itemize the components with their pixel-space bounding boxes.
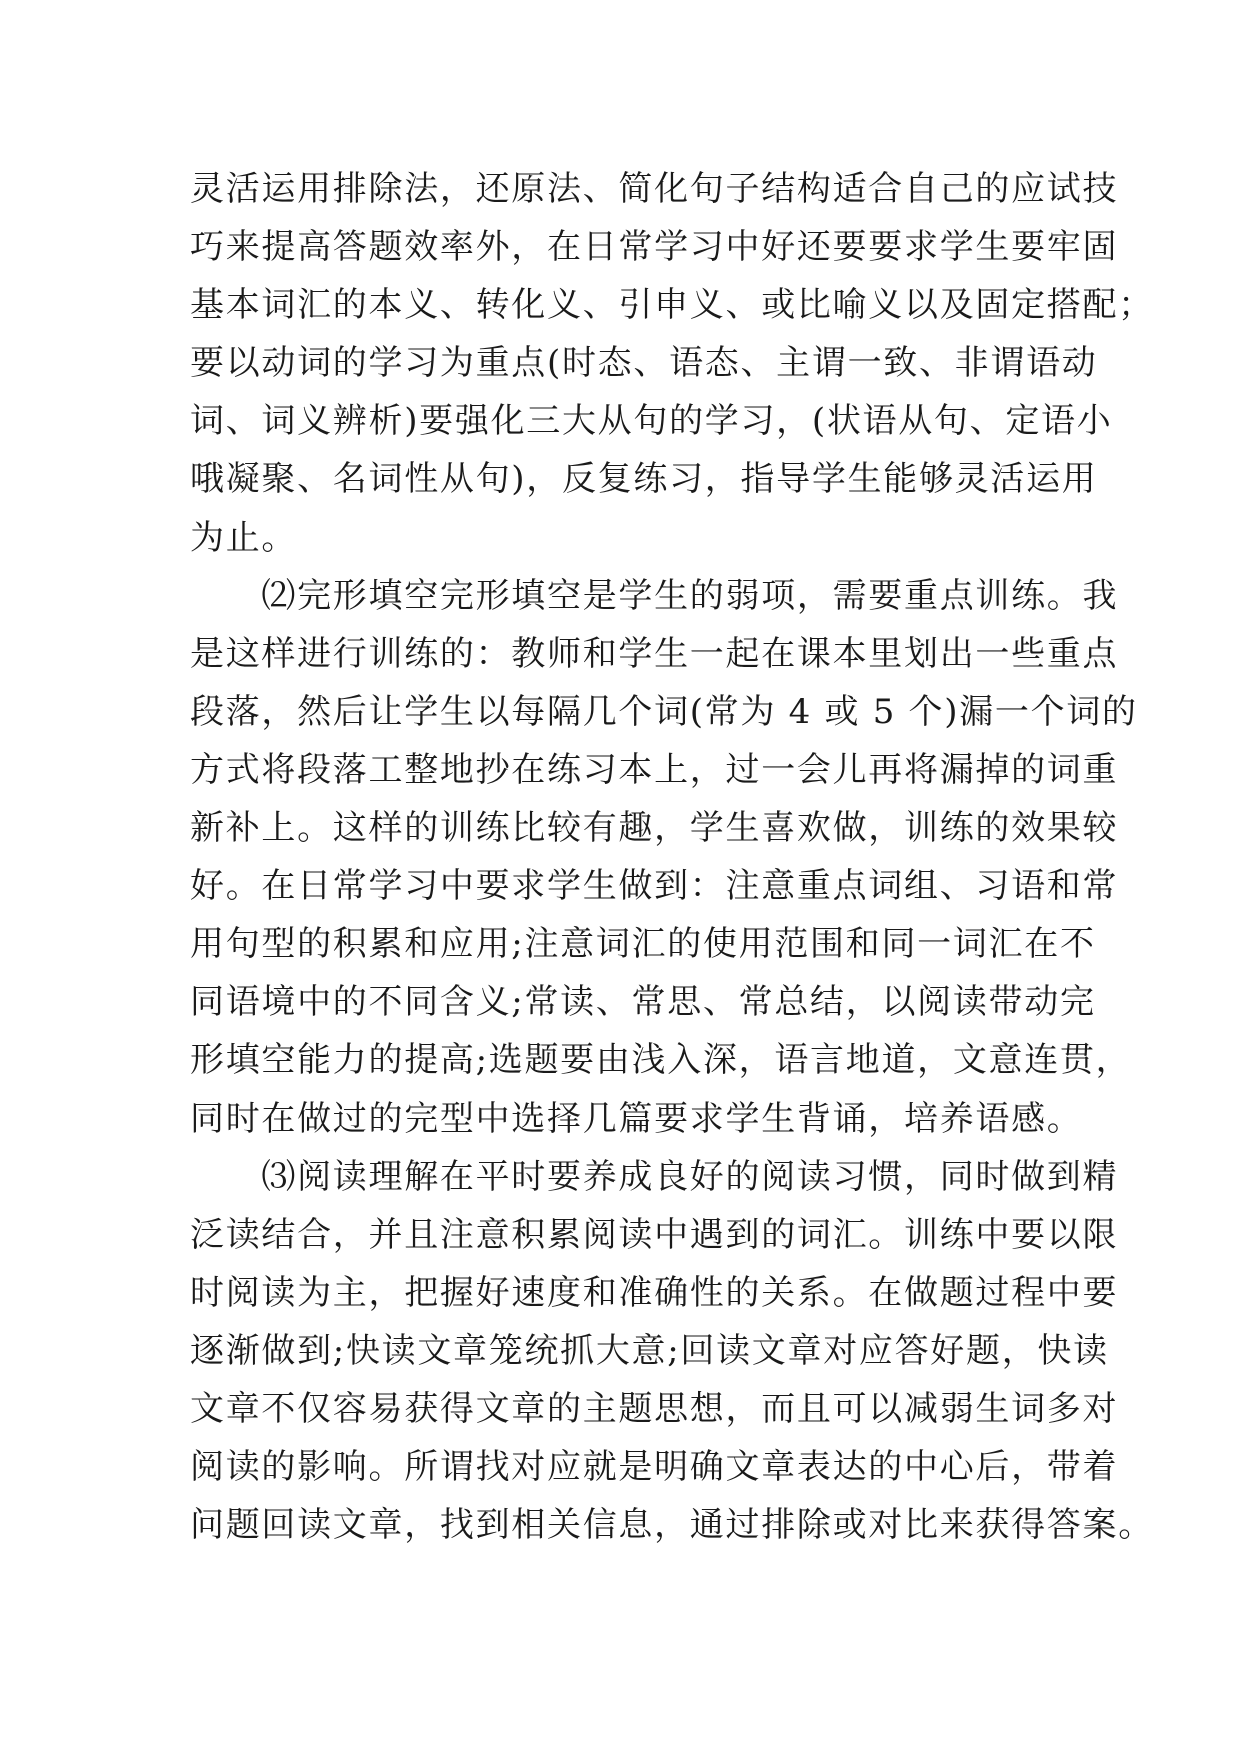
- text-line: ⑶阅读理解在平时要养成良好的阅读习惯，同时做到精: [190, 1156, 1119, 1197]
- text-line: 好。在日常学习中要求学生做到：注意重点词组、习语和常: [190, 866, 1119, 907]
- text-line: 文章不仅容易获得文章的主题思想，而且可以减弱生词多对: [190, 1388, 1119, 1429]
- text-line: 逐渐做到;快读文章笼统抓大意;回读文章对应答好题，快读: [190, 1330, 1109, 1371]
- text-line: 哦凝聚、名词性从句)，反复练习，指导学生能够灵活运用: [190, 459, 1098, 500]
- text-line: 同语境中的不同含义;常读、常思、常总结，以阅读带动完: [190, 982, 1096, 1023]
- body-text: [190, 160, 1154, 1554]
- text-line: 为止。: [190, 517, 298, 558]
- text-line: 词、词义辨析)要强化三大从句的学习，(状语从句、定语小: [190, 401, 1113, 442]
- text-line: 同时在做过的完型中选择几篇要求学生背诵，培养语感。: [190, 1098, 1083, 1139]
- text-line: 泛读结合，并且注意积累阅读中遇到的词汇。训练中要以限: [190, 1214, 1119, 1255]
- text-line: 段落，然后让学生以每隔几个词(常为 4 或 5 个)漏一个词的: [190, 691, 1138, 732]
- text-line: ⑵完形填空完形填空是学生的弱项，需要重点训练。我: [190, 575, 1119, 616]
- text-line: 灵活运用排除法，还原法、简化句子结构适合自己的应试技: [190, 169, 1119, 209]
- text-line: 形填空能力的提高;选题要由浅入深，语言地道，文意连贯，: [190, 1040, 1132, 1081]
- text-line: 新补上。这样的训练比较有趣，学生喜欢做，训练的效果较: [190, 808, 1119, 849]
- text-line: 问题回读文章，找到相关信息，通过排除或对比来获得答案。: [190, 1505, 1154, 1546]
- text-line: 时阅读为主，把握好速度和准确性的关系。在做题过程中要: [190, 1272, 1119, 1313]
- text-line: 巧来提高答题效率外，在日常学习中好还要要求学生要牢固: [190, 227, 1119, 268]
- text-line: 用句型的积累和应用;注意词汇的使用范围和同一词汇在不: [190, 924, 1096, 965]
- text-line: 方式将段落工整地抄在练习本上，过一会儿再将漏掉的词重: [190, 749, 1119, 790]
- text-line: 是这样进行训练的：教师和学生一起在课本里划出一些重点: [190, 633, 1119, 674]
- text-line: 阅读的影响。所谓找对应就是明确文章表达的中心后，带着: [190, 1447, 1119, 1488]
- text-line: 要以动词的学习为重点(时态、语态、主谓一致、非谓语动: [190, 343, 1098, 384]
- text-line: 基本词汇的本义、转化义、引申义、或比喻义以及固定搭配；: [190, 285, 1154, 326]
